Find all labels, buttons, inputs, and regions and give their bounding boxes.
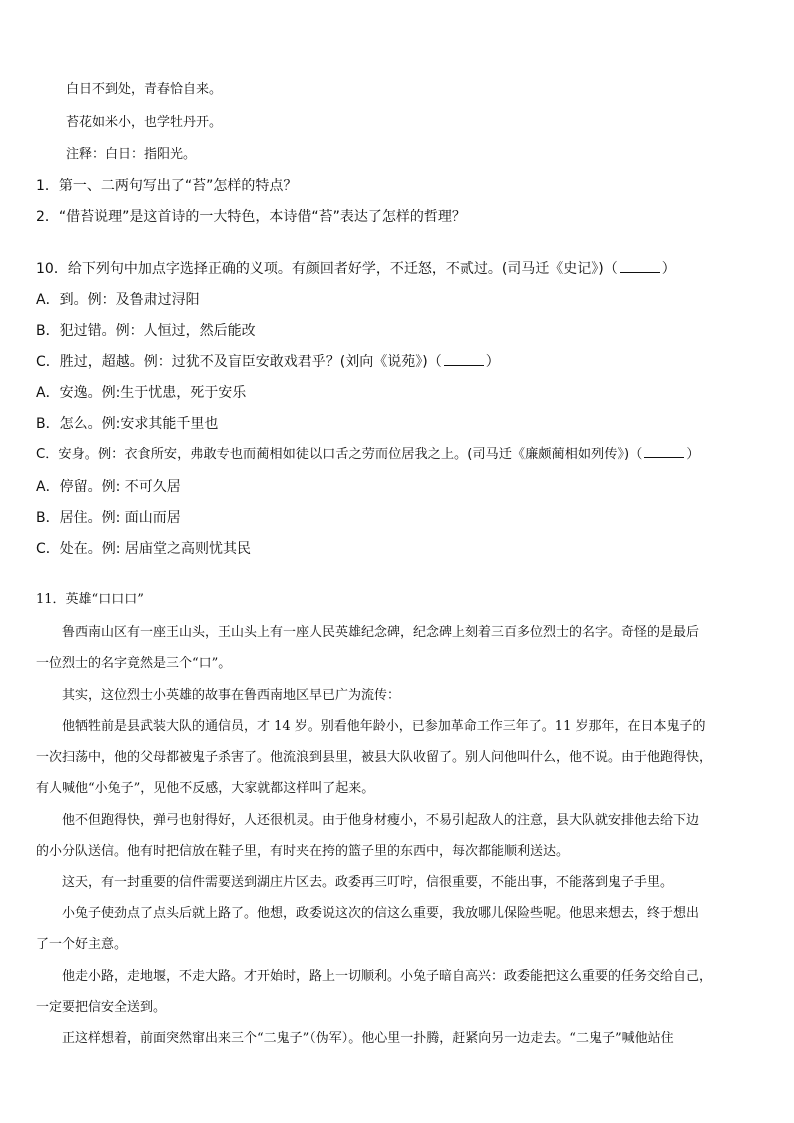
q11-para-line: 了一个好主意。: [36, 937, 128, 952]
q10-sub3-close: ）: [686, 447, 700, 462]
poem-line-2: 苔花如米小，也学牡丹开。: [66, 115, 223, 130]
q11-para-line: 一次扫荡中，他的父母都被鬼子杀害了。他流浪到县里，被县大队收留了。别人问他叫什么，他不说。由于他跑得快，: [36, 750, 713, 765]
q10-sub2-text: C．胜过，超越。例：过犹不及盲臣安敢戏君乎？(刘向《说苑》)（: [36, 354, 442, 370]
q11-para-line: 正这样想着，前面突然窜出来三个“二鬼子”（伪军）。他心里一扑腾，赶紧向另一边走去。“二鬼子”喊他站住: [36, 1031, 674, 1046]
q10-sub3-option-a: A．停留。例: 不可久居: [36, 479, 181, 495]
q11-para-line: 他不但跑得快，弹弓也射得好，人还很机灵。由于他身材瘦小，不易引起敌人的注意，县大队就安排他去给下边: [36, 813, 700, 828]
answer-blank[interactable]: [444, 353, 484, 366]
q11-para-line: 一定要把信安全送到。: [36, 1000, 167, 1015]
q10-sub2-option-b: B．怎么。例:安求其能千里也: [36, 416, 219, 432]
q10-sub3-option-b: B．居住。例: 面山而居: [36, 510, 181, 526]
answer-blank[interactable]: [620, 260, 660, 273]
q11-para-line: 鲁西南山区有一座王山头，王山头上有一座人民英雄纪念碑，纪念碑上刻着三百多位烈士的名字。奇怪的是最后: [36, 625, 700, 640]
q10-option-b: B．犯过错。例：人恒过，然后能改: [36, 323, 256, 339]
q10-sub2-option-a: A．安逸。例:生于忧患，死于安乐: [36, 385, 247, 401]
q11-para-line: 他走小路，走地堰，不走大路。才开始时，路上一切顺利。小兔子暗自高兴：政委能把这么重要的任务交给自己，: [36, 969, 713, 984]
q10-stem-close: ）: [661, 261, 676, 277]
q11-para-line: 他牺牲前是县武装大队的通信员，才 14 岁。别看他年龄小，已参加革命工作三年了。11 岁那年，在日本鬼子的: [36, 719, 706, 734]
q10-sub3-option-c: C．处在。例: 居庙堂之高则忧其民: [36, 541, 251, 557]
q11-para-line: 有人喊他“小兔子”，见他不反感，大家就都这样叫了起来。: [36, 781, 375, 796]
q11-para-line: 的小分队送信。他有时把信放在鞋子里，有时夹在挎的篮子里的东西中，每次都能顺利送达。: [36, 844, 570, 859]
q10-sub2-close: ）: [485, 354, 500, 370]
q10-stem-text: 10．给下列句中加点字选择正确的义项。有颜回者好学，不迁怒，不贰过。(司马迁《史记》)（: [36, 261, 618, 277]
q10-sub3-text: C．安身。例：衣食所安，弗敢专也而蔺相如徒以口舌之劳而位居我之上。(司马迁《廉颇蔺相如列传》)（: [36, 447, 643, 462]
q10-stem: [36, 259, 676, 279]
q9-sub-2: 2．“借苔说理”是这首诗的一大特色，本诗借“苔”表达了怎样的哲理？: [36, 209, 466, 225]
poem-line-1: 白日不到处，青春恰自来。: [66, 82, 223, 97]
q11-para-line: 一位烈士的名字竟然是三个“口”。: [36, 656, 232, 671]
q11-title: 11．英雄“口口口”: [36, 592, 144, 607]
q11-para-line: 小兔子使劲点了点头后就上路了。他想，政委说这次的信这么重要，我放哪儿保险些呢。他思来想去，终于想出: [36, 906, 700, 921]
q11-para-line: 其实，这位烈士小英雄的故事在鲁西南地区早已广为流传：: [36, 688, 401, 703]
q10-sub3: [36, 445, 700, 465]
q10-option-a: A．到。例：及鲁肃过浔阳: [36, 292, 200, 308]
q9-sub-1: 1．第一、二两句写出了“苔”怎样的特点？: [36, 178, 298, 194]
q10-sub2: [36, 352, 500, 372]
answer-blank[interactable]: [644, 445, 684, 458]
poem-note: 注释：白日：指阳光。: [66, 147, 197, 162]
q11-para-line: 这天，有一封重要的信件需要送到湖庄片区去。政委再三叮咛，信很重要，不能出事，不能落到鬼子手里。: [36, 875, 674, 890]
